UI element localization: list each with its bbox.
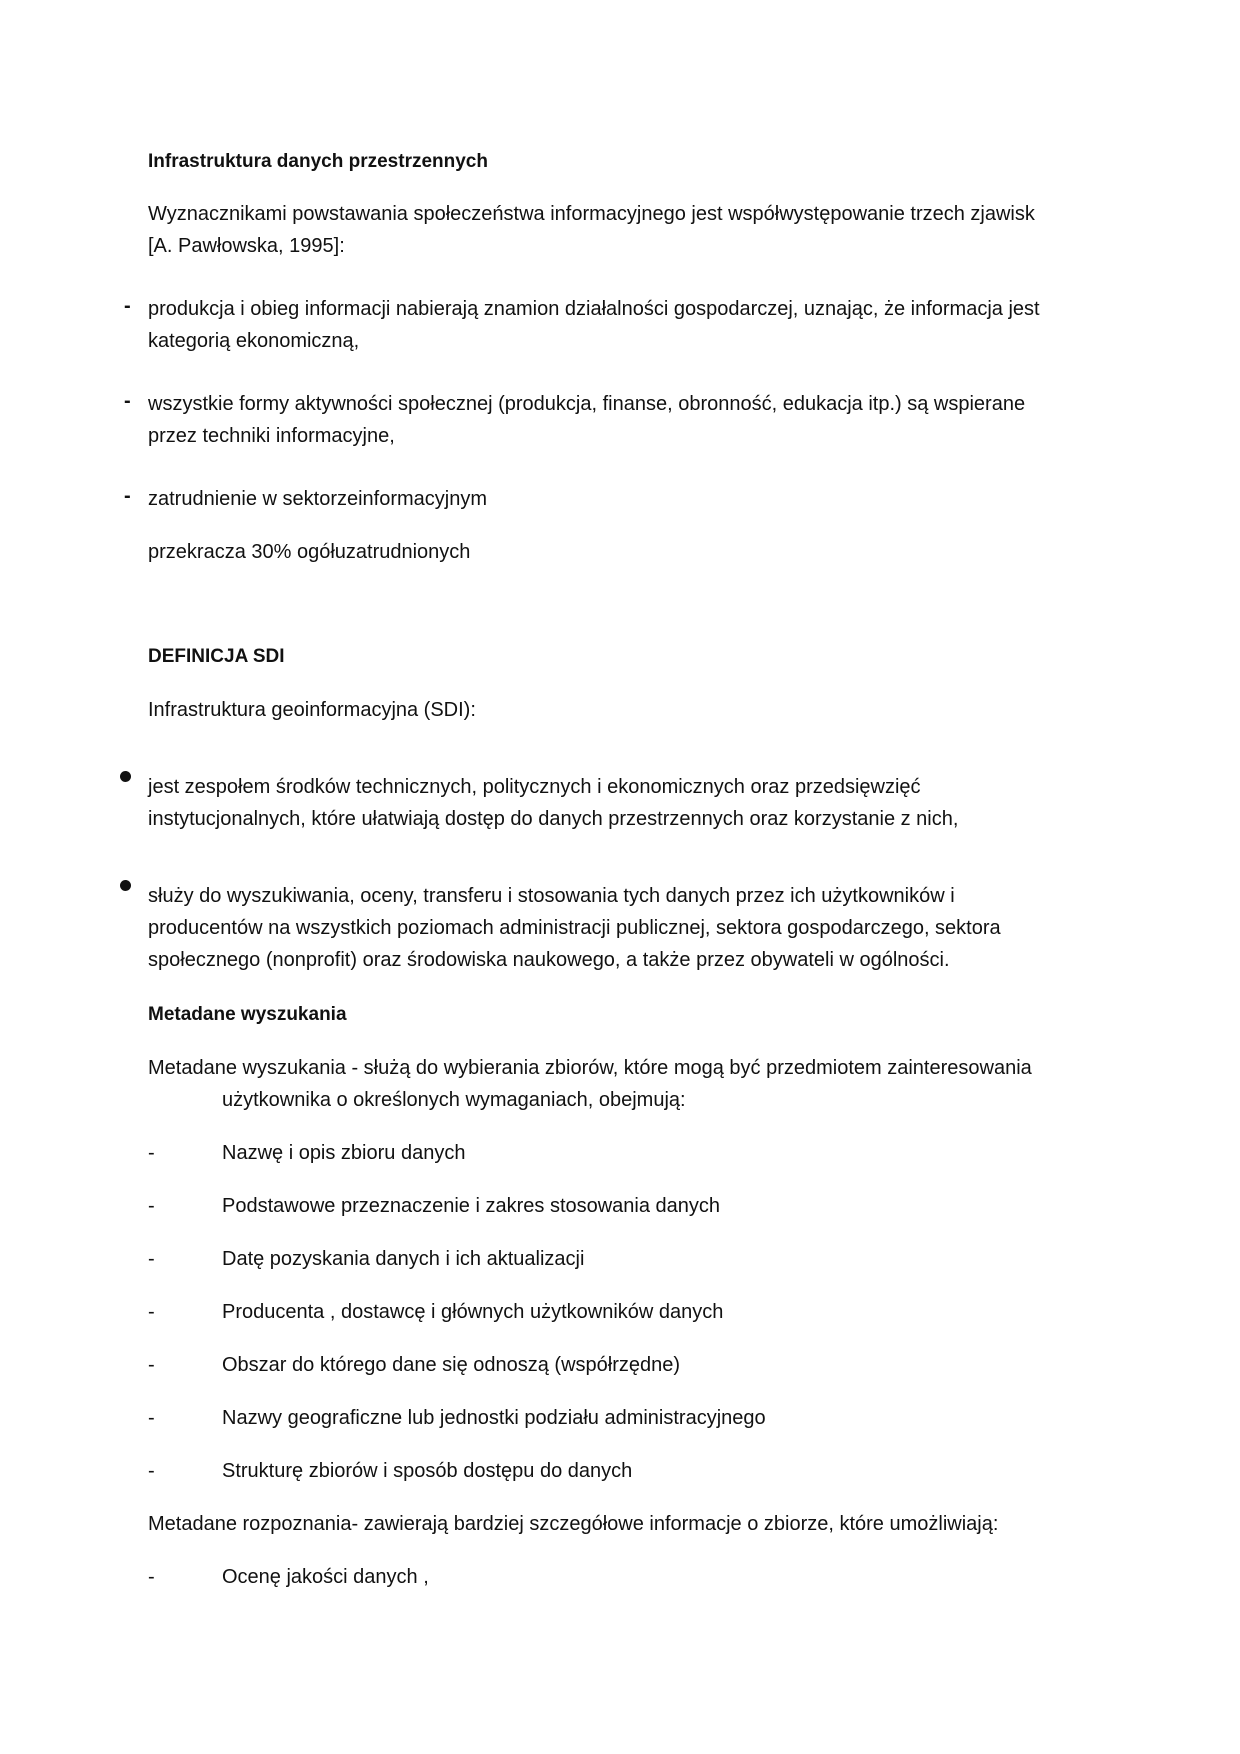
sdi-intro: Infrastruktura geoinformacyjna (SDI): <box>148 699 476 721</box>
list-marker-dash: - <box>148 1142 155 1164</box>
list-item-line: instytucjonalnych, które ułatwiają dostęp do danych przestrzennych oraz korzystanie z nich, <box>148 808 959 830</box>
section-heading-infrastructure: Infrastruktura danych przestrzennych <box>148 151 488 172</box>
list-item: Obszar do którego dane się odnoszą (współrzędne) <box>222 1354 681 1376</box>
list-item: Strukturę zbiorów i sposób dostępu do danych <box>222 1460 633 1482</box>
list-item: Nazwy geograficzne lub jednostki podziału administracyjnego <box>222 1407 766 1429</box>
list-item: Nazwę i opis zbioru danych <box>222 1142 466 1164</box>
section-heading-sdi-definition: DEFINICJA SDI <box>148 646 285 667</box>
list-marker-dash: - <box>148 1354 155 1376</box>
list-marker-dash: - <box>148 1566 155 1588</box>
list-item: Datę pozyskania danych i ich aktualizacji <box>222 1248 585 1270</box>
intro-line-1: Wyznacznikami powstawania społeczeństwa informacyjnego jest współwystępowanie trzech zjawisk <box>148 203 1035 225</box>
list-marker-dash: - <box>124 485 131 507</box>
list-item: Producenta , dostawcę i głównych użytkowników danych <box>222 1301 724 1323</box>
list-item-line: społecznego (nonprofit) oraz środowiska naukowego, a także przez obywateli w ogólności. <box>148 949 950 971</box>
metadata-intro-line-1: Metadane wyszukania - służą do wybierania zbiorów, które mogą być przedmiotem zainteresowania <box>148 1057 1032 1079</box>
list-marker-dash: - <box>124 295 131 317</box>
list-item-line: producentów na wszystkich poziomach administracji publicznej, sektora gospodarczego, sektora <box>148 917 1001 939</box>
metadata-intro-line-2: użytkownika o określonych wymaganiach, obejmują: <box>222 1089 686 1111</box>
section-heading-search-metadata: Metadane wyszukania <box>148 1004 347 1025</box>
list-item-line: służy do wyszukiwania, oceny, transferu i stosowania tych danych przez ich użytkowników i <box>148 885 955 907</box>
list-marker-dash: - <box>148 1248 155 1270</box>
recognition-metadata-intro: Metadane rozpoznania- zawierają bardziej szczegółowe informacje o zbiorze, które umożliwiają: <box>148 1513 999 1535</box>
list-item: Podstawowe przeznaczenie i zakres stosowania danych <box>222 1195 721 1217</box>
list-marker-dash: - <box>148 1195 155 1217</box>
bullet-dot-icon <box>120 880 131 891</box>
bullet-dot-icon <box>120 771 131 782</box>
list-item-line: zatrudnienie w sektorzeinformacyjnym <box>148 488 488 510</box>
list-item: Ocenę jakości danych , <box>222 1566 429 1588</box>
list-item-line: przekracza 30% ogółuzatrudnionych <box>148 541 471 563</box>
list-marker-dash: - <box>148 1407 155 1429</box>
list-marker-dash: - <box>124 390 131 412</box>
list-item-line: wszystkie formy aktywności społecznej (produkcja, finanse, obronność, edukacja itp.) są wspierane <box>148 393 1026 415</box>
list-marker-dash: - <box>148 1301 155 1323</box>
list-item-line: jest zespołem środków technicznych, politycznych i ekonomicznych oraz przedsięwzięć <box>148 776 921 798</box>
list-marker-dash: - <box>148 1460 155 1482</box>
intro-line-2: [A. Pawłowska, 1995]: <box>148 235 345 257</box>
list-item-line: produkcja i obieg informacji nabierają znamion działalności gospodarczej, uznając, że informacja jest <box>148 298 1040 320</box>
list-item-line: kategorią ekonomiczną, <box>148 330 360 352</box>
list-item-line: przez techniki informacyjne, <box>148 425 395 447</box>
